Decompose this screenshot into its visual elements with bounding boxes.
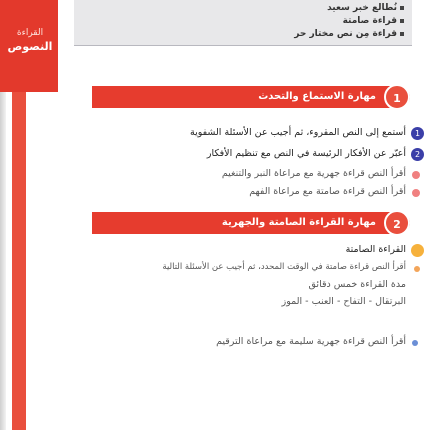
s1-item-2: أعبّر عن الأفكار الرئيسة في النص مع تنظيم الأفكار (206, 148, 406, 159)
s2-heading: القراءة الصامتة (345, 244, 406, 255)
section1-number: 1 (384, 84, 410, 110)
bullet-icon (411, 244, 424, 257)
s2-item-4: أقرأ النص قراءة جهرية سليمة مع مراعاة الترقيم (216, 336, 406, 347)
s1-item-3: أقرأ النص قراءة جهرية مع مراعاة النبر والتنغيم (221, 168, 406, 179)
header-box (74, 0, 412, 46)
s2-item-3: البرتقال - التفاح - العنب - الموز (281, 296, 406, 307)
section2-banner (92, 212, 410, 234)
bullet-dot-icon (412, 189, 420, 197)
bullet-dot-icon (412, 340, 418, 346)
bullet-dot-icon (414, 266, 420, 272)
s1-item-4: أقرأ النص قراءة صامتة مع مراعاة الفهم (249, 186, 406, 197)
header-line-3: قراءة مِن نص مختار حر (294, 29, 404, 39)
chapter-tab-line2: النصوص (7, 40, 53, 53)
bullet-icon: 1 (411, 127, 424, 140)
chapter-tab (0, 0, 58, 92)
s1-item-1: أستمع إلى النص المقروء، ثم أجيب عن الأسئلة الشفوية (189, 127, 406, 138)
bullet-dot-icon (412, 171, 420, 179)
section2-title: مهارة القراءة الصامتة والجهرية (221, 217, 376, 228)
section2-number: 2 (384, 210, 410, 236)
section1-banner (92, 86, 410, 108)
header-line-1: نُطالع خبر سعيد (327, 3, 404, 13)
bullet-icon: 2 (411, 148, 424, 161)
header-line-2: قراءة صامتة (343, 16, 404, 26)
section1-title: مهارة الاستماع والتحدث (258, 91, 376, 102)
left-color-strip (12, 92, 26, 430)
s2-item-2: مدة القراءة خمس دقائق (308, 279, 406, 290)
s2-item-1: أقرأ النص قراءة صامتة في الوقت المحدد، ثم أجيب عن الأسئلة التالية (162, 262, 406, 272)
chapter-tab-line1: القراءة (16, 28, 44, 38)
